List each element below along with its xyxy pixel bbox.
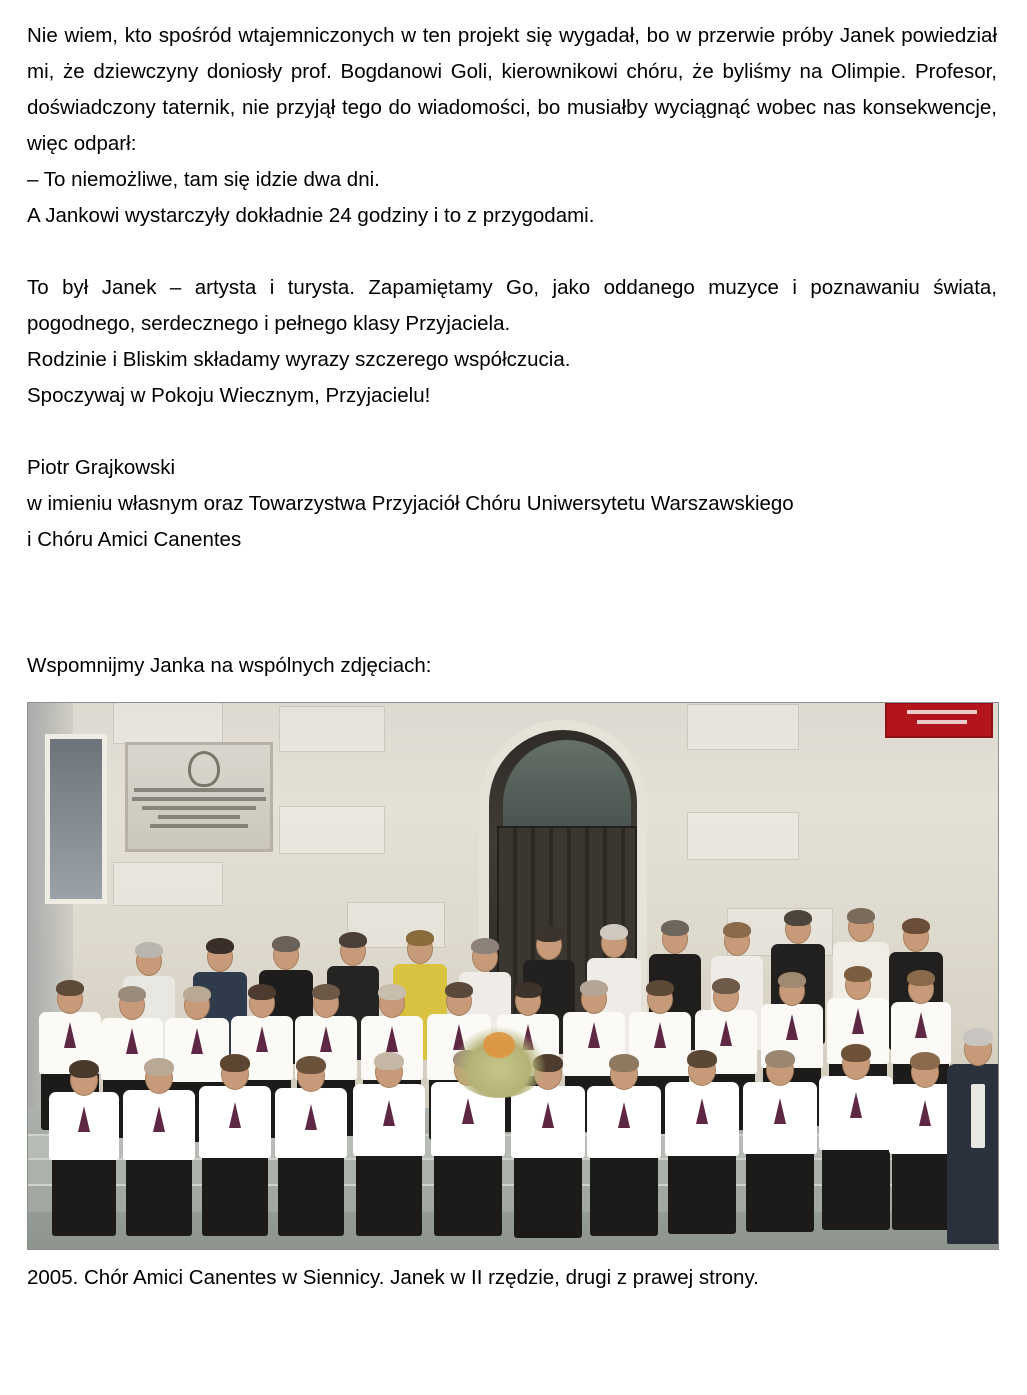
choir-member: [665, 1050, 739, 1234]
stone-block: [113, 862, 223, 906]
paragraph-3: A Jankowi wystarczyły dokładnie 24 godziny i to z przygodami.: [27, 204, 595, 227]
facade-window: [45, 734, 107, 904]
flower-bouquet: [451, 1026, 547, 1098]
choir-group-photo: [27, 702, 999, 1250]
memorial-plaque: [125, 742, 273, 852]
choir-members: [27, 910, 999, 1250]
choir-member: [819, 1044, 893, 1230]
paragraph-6: Spoczywaj w Pokoju Wiecznym, Przyjacielu!: [27, 384, 431, 407]
choir-member: [587, 1054, 661, 1236]
plaque-seal-icon: [188, 751, 220, 787]
signature-name: Piotr Grajkowski: [27, 456, 176, 479]
choir-member: [199, 1054, 271, 1236]
stone-block: [113, 702, 223, 744]
paragraph-4: To był Janek – artysta i turysta. Zapamiętamy Go, jako oddanego muzyce i poznawaniu świata, pogodnego, serdecznego i pełnego klasy Przyjaciela.: [27, 276, 997, 335]
photo-caption: 2005. Chór Amici Canentes w Siennicy. Janek w II rzędzie, drugi z prawej strony.: [27, 1266, 759, 1289]
photos-intro: Wspomnijmy Janka na wspólnych zdjęciach:: [27, 654, 432, 677]
choir-member: [123, 1058, 195, 1236]
spacer-2: [27, 414, 997, 450]
signature-affiliation-1: w imieniu własnym oraz Towarzystwa Przyjaciół Chóru Uniwersytetu Warszawskiego: [27, 492, 794, 515]
red-wall-sign: [885, 702, 993, 738]
stone-block: [279, 806, 385, 854]
choir-member: [743, 1050, 817, 1232]
signature-affiliation-2: i Chóru Amici Canentes: [27, 528, 242, 551]
choir-member: [49, 1060, 119, 1236]
choir-member: [275, 1056, 347, 1236]
stone-block: [279, 706, 385, 752]
paragraph-5: Rodzinie i Bliskim składamy wyrazy szczerego współczucia.: [27, 348, 571, 371]
choir-member: [353, 1052, 425, 1236]
arch-window: [503, 740, 631, 826]
choir-member-suit: [947, 1014, 999, 1244]
stone-block: [687, 812, 799, 860]
paragraph-1: Nie wiem, kto spośród wtajemniczonych w ten projekt się wygadał, bo w przerwie próby Janek powiedział mi, że dziewczyny doniosły prof. Bogdanowi Goli, kierownikowi chóru, że byliśmy na Olimpie. Profesor, doświadczony taternik, nie przyjął tego do wiadomości, bo musiałby wyciągnąć wobec nas konsekwencje, więc odparł:: [27, 24, 997, 155]
spacer-3: [27, 558, 997, 648]
spacer-1: [27, 234, 997, 270]
stone-block: [687, 704, 799, 750]
paragraph-2: – To niemożliwe, tam się idzie dwa dni.: [27, 168, 380, 191]
